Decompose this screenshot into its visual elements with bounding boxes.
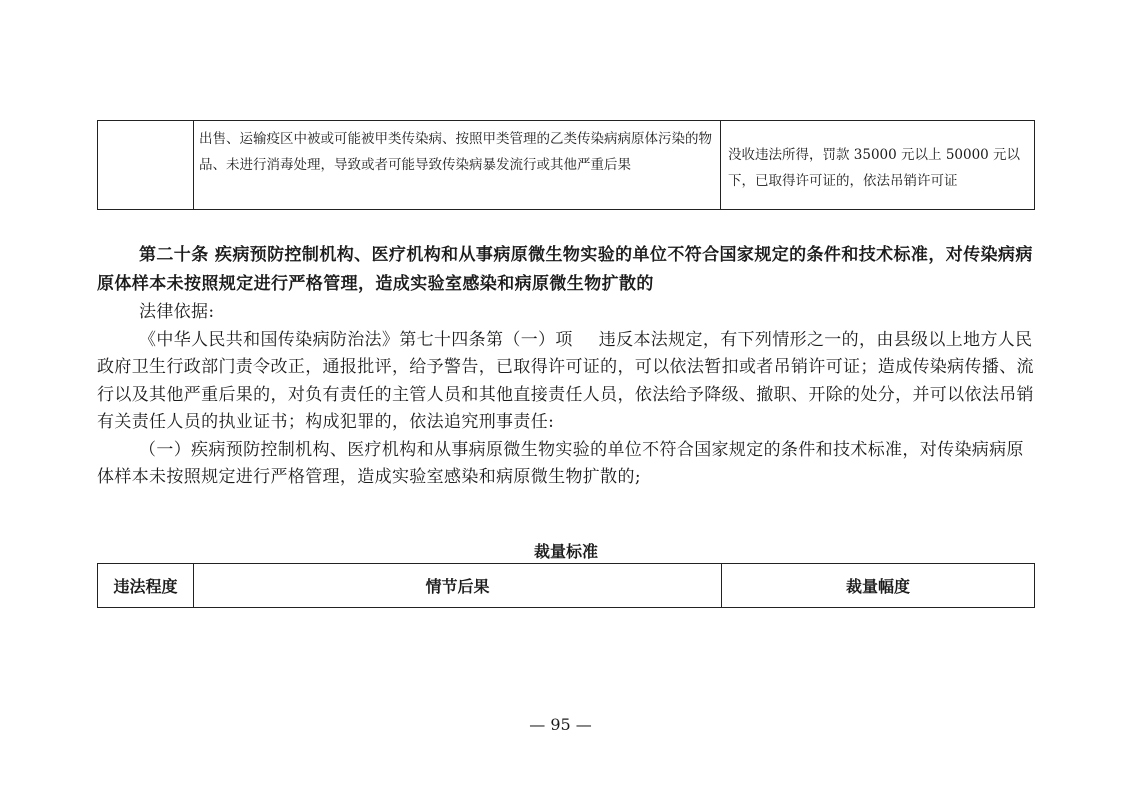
article-section <box>97 241 1035 492</box>
discretion-standard-table <box>97 563 1035 608</box>
law-text: 违反本法规定，有下列情形之一的，由县级以上地方人民政府卫生行政部门责令改正，通报批评，给予警告，已取得许可证的，可以依法暂扣或者吊销许可证；造成传染病传播、流行以及其他严重后果的，对负有责任的主管人员和其他直接责任人员，依法给予降级、撤职、开除的处分，并可以依法吊销有关责任人员的执业证书；构成犯罪的，依法追究刑事责任: <box>97 329 1034 432</box>
table-header-violation-degree: 违法程度 <box>98 564 194 607</box>
law-paragraph <box>97 327 1035 437</box>
previous-table-continuation <box>97 120 1035 210</box>
law-item-1: （一）疾病预防控制机构、医疗机构和从事病原微生物实验的单位不符合国家规定的条件和技术标准，对传染病病原体样本未按照规定进行严格管理，造成实验室感染和病原微生物扩散的; <box>97 439 1024 487</box>
table-header-circumstances: 情节后果 <box>194 564 722 607</box>
article-title: 第二十条 疾病预防控制机构、医疗机构和从事病原微生物实验的单位不符合国家规定的条件和技术标准，对传染病病原体样本未按照规定进行严格管理，造成实验室感染和病原微生物扩散的 <box>97 245 1033 294</box>
law-name: 《中华人民共和国传染病防治法》第七十四条第（一）项 <box>139 329 573 350</box>
table-cell-violation-degree <box>98 121 194 209</box>
page-number: — 95 — <box>529 715 592 734</box>
table-cell-penalty: 没收违法所得，罚款 35000 元以上 50000 元以下，已取得许可证的，依法吊销许可证 <box>728 147 1021 189</box>
table-cell-circumstances: 出售、运输疫区中被或可能被甲类传染病、按照甲类管理的乙类传染病病原体污染的物品、未进行消毒处理，导致或者可能导致传染病暴发流行或其他严重后果 <box>194 121 721 209</box>
table-caption: 裁量标准 <box>533 542 598 561</box>
table-header-penalty-range: 裁量幅度 <box>845 577 910 596</box>
legal-basis-label: 法律依据: <box>139 302 215 322</box>
